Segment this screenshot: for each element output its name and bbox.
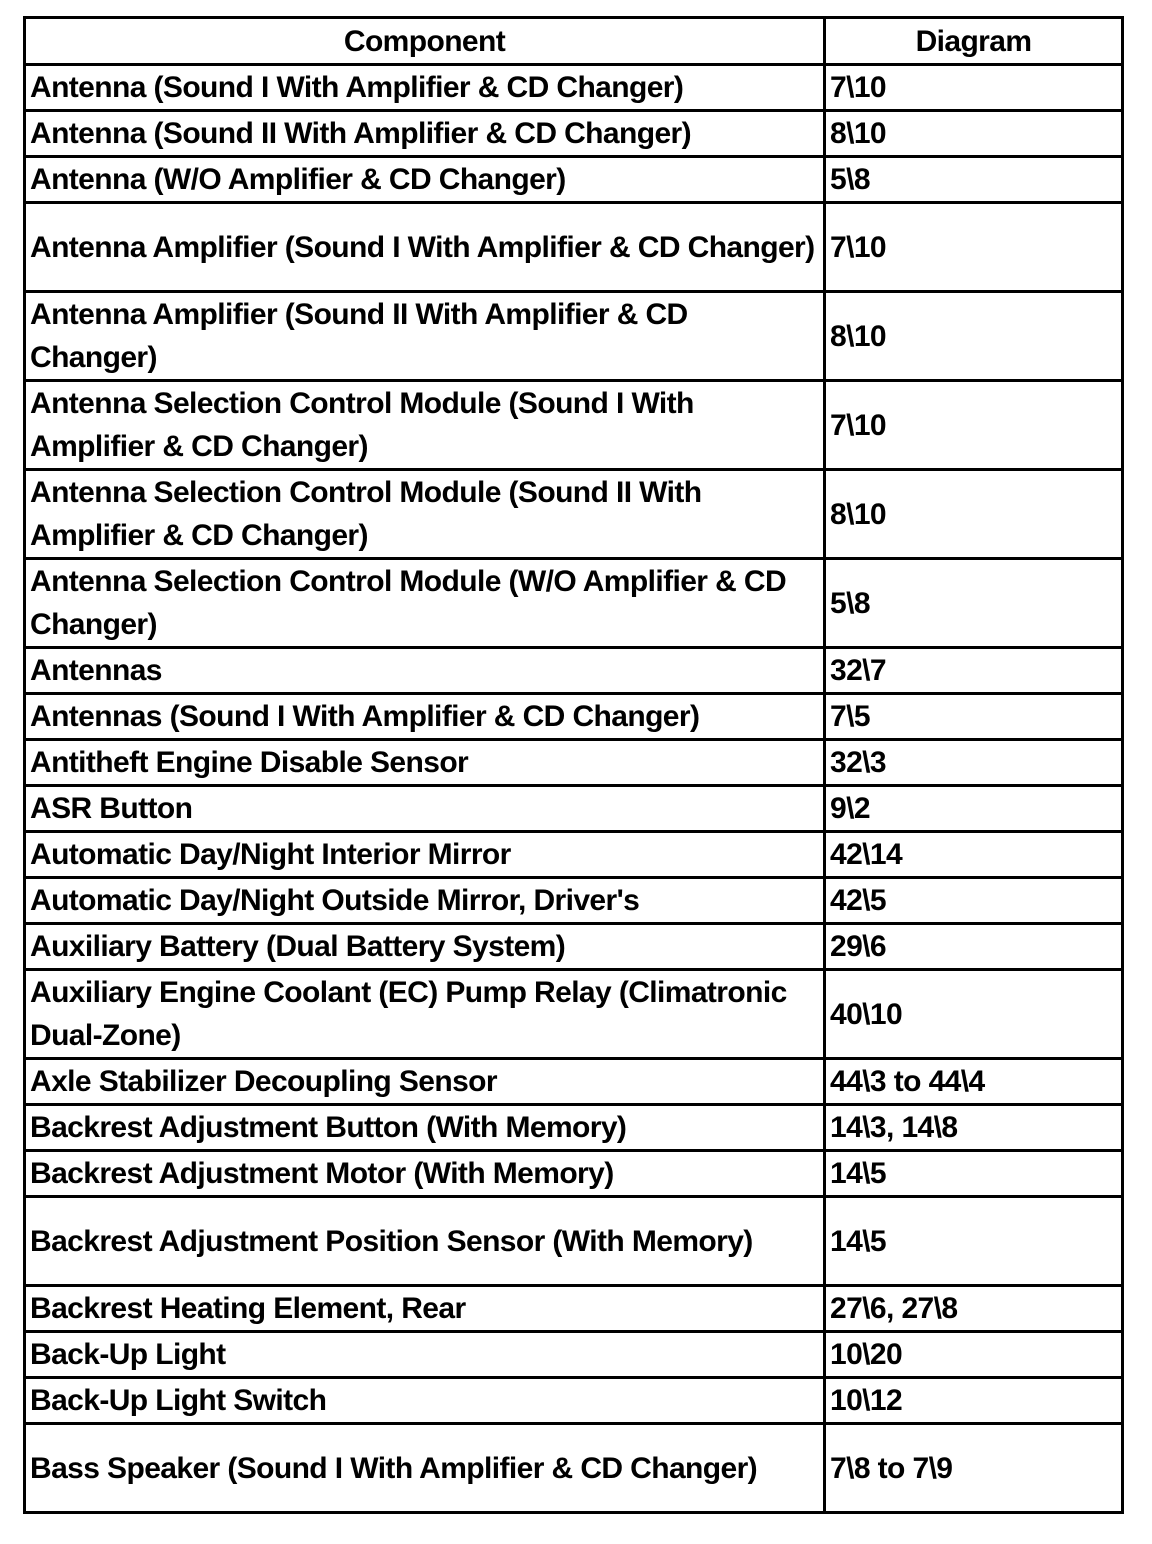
table-header-row	[25, 18, 1123, 65]
component-cell: Antenna Selection Control Module (W/O Amplifier & CD Changer)	[25, 559, 825, 648]
diagram-cell: 10\20	[825, 1332, 1123, 1378]
component-cell: Antenna Selection Control Module (Sound I With Amplifier & CD Changer)	[25, 381, 825, 470]
table-row	[25, 203, 1123, 292]
table-row	[25, 65, 1123, 111]
table-row	[25, 1105, 1123, 1151]
component-cell: Antenna Amplifier (Sound I With Amplifier & CD Changer)	[25, 203, 825, 292]
table-row	[25, 1151, 1123, 1197]
column-header-component: Component	[25, 18, 825, 65]
component-diagram-table	[23, 16, 1124, 1514]
component-cell: Antennas	[25, 648, 825, 694]
diagram-cell: 5\8	[825, 157, 1123, 203]
table-row	[25, 1286, 1123, 1332]
table-row	[25, 1059, 1123, 1105]
diagram-cell: 32\7	[825, 648, 1123, 694]
component-cell: Backrest Adjustment Motor (With Memory)	[25, 1151, 825, 1197]
component-cell: Antenna (W/O Amplifier & CD Changer)	[25, 157, 825, 203]
component-cell: ASR Button	[25, 786, 825, 832]
column-header-diagram: Diagram	[825, 18, 1123, 65]
table-row	[25, 970, 1123, 1059]
diagram-cell: 7\10	[825, 203, 1123, 292]
component-cell: Back-Up Light Switch	[25, 1378, 825, 1424]
component-cell: Antenna (Sound II With Amplifier & CD Changer)	[25, 111, 825, 157]
table-row	[25, 1424, 1123, 1513]
diagram-cell: 7\10	[825, 381, 1123, 470]
diagram-cell: 7\5	[825, 694, 1123, 740]
diagram-cell: 5\8	[825, 559, 1123, 648]
component-cell: Automatic Day/Night Outside Mirror, Driver's	[25, 878, 825, 924]
table-row	[25, 559, 1123, 648]
component-cell: Auxiliary Engine Coolant (EC) Pump Relay (Climatronic Dual-Zone)	[25, 970, 825, 1059]
diagram-cell: 42\5	[825, 878, 1123, 924]
diagram-cell: 44\3 to 44\4	[825, 1059, 1123, 1105]
component-cell: Antenna Selection Control Module (Sound II With Amplifier & CD Changer)	[25, 470, 825, 559]
component-cell: Backrest Adjustment Button (With Memory)	[25, 1105, 825, 1151]
diagram-cell: 14\5	[825, 1151, 1123, 1197]
component-cell: Back-Up Light	[25, 1332, 825, 1378]
table-row	[25, 924, 1123, 970]
component-cell: Auxiliary Battery (Dual Battery System)	[25, 924, 825, 970]
table-row	[25, 648, 1123, 694]
table-row	[25, 470, 1123, 559]
component-cell: Antenna Amplifier (Sound II With Amplifier & CD Changer)	[25, 292, 825, 381]
table-row	[25, 786, 1123, 832]
table-row	[25, 157, 1123, 203]
table-row	[25, 292, 1123, 381]
diagram-cell: 27\6, 27\8	[825, 1286, 1123, 1332]
table-row	[25, 832, 1123, 878]
diagram-cell: 9\2	[825, 786, 1123, 832]
diagram-cell: 40\10	[825, 970, 1123, 1059]
diagram-cell: 32\3	[825, 740, 1123, 786]
table-row	[25, 1332, 1123, 1378]
diagram-cell: 14\3, 14\8	[825, 1105, 1123, 1151]
table-row	[25, 111, 1123, 157]
component-cell: Antenna (Sound I With Amplifier & CD Changer)	[25, 65, 825, 111]
component-cell: Antitheft Engine Disable Sensor	[25, 740, 825, 786]
table-row	[25, 381, 1123, 470]
table-row	[25, 740, 1123, 786]
table-row	[25, 694, 1123, 740]
diagram-cell: 10\12	[825, 1378, 1123, 1424]
table-row	[25, 1378, 1123, 1424]
table-row	[25, 878, 1123, 924]
diagram-cell: 7\10	[825, 65, 1123, 111]
document-page	[23, 16, 1121, 1514]
diagram-cell: 7\8 to 7\9	[825, 1424, 1123, 1513]
diagram-cell: 8\10	[825, 111, 1123, 157]
diagram-cell: 42\14	[825, 832, 1123, 878]
component-cell: Axle Stabilizer Decoupling Sensor	[25, 1059, 825, 1105]
diagram-cell: 14\5	[825, 1197, 1123, 1286]
component-cell: Automatic Day/Night Interior Mirror	[25, 832, 825, 878]
component-cell: Bass Speaker (Sound I With Amplifier & CD Changer)	[25, 1424, 825, 1513]
diagram-cell: 8\10	[825, 292, 1123, 381]
diagram-cell: 29\6	[825, 924, 1123, 970]
component-cell: Backrest Adjustment Position Sensor (With Memory)	[25, 1197, 825, 1286]
diagram-cell: 8\10	[825, 470, 1123, 559]
table-row	[25, 1197, 1123, 1286]
component-cell: Backrest Heating Element, Rear	[25, 1286, 825, 1332]
component-cell: Antennas (Sound I With Amplifier & CD Changer)	[25, 694, 825, 740]
